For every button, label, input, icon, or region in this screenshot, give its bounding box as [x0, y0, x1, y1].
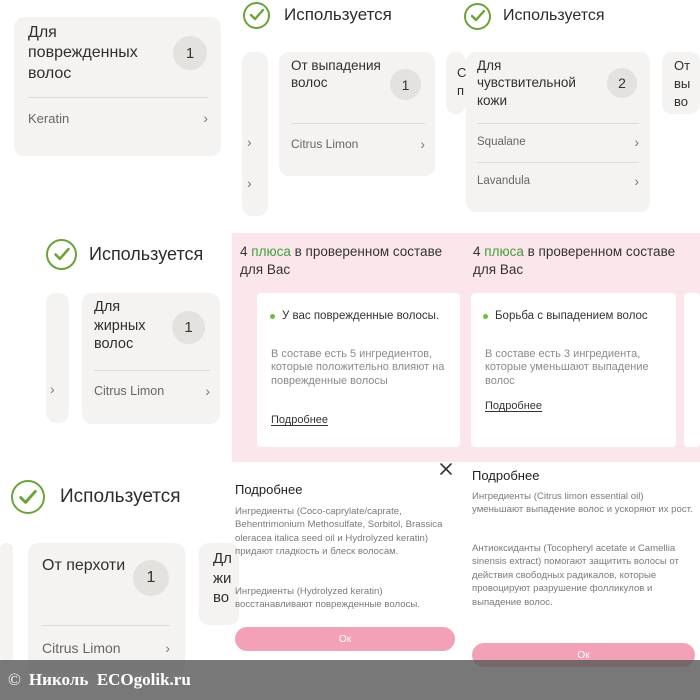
category-title: Для поврежденных волос [28, 24, 138, 82]
plus-heading [240, 243, 460, 279]
divider [477, 162, 639, 163]
used-label: Используется [503, 7, 605, 24]
category-title: От перхоти [42, 557, 126, 574]
chevron-right-icon: › [165, 640, 170, 656]
used-label: Используется [89, 243, 204, 264]
checkmark-icon [46, 239, 77, 270]
ingredient-label: Lavandula [477, 175, 531, 187]
benefit-title: Борьба с выпадением волос [495, 309, 655, 324]
benefit-card-damaged-hair [257, 293, 460, 447]
plus-word: плюса [251, 244, 291, 259]
chevron-right-icon: › [50, 381, 55, 397]
modal-title: Подробнее [472, 468, 540, 483]
checkmark-icon [11, 480, 45, 514]
divider [94, 370, 210, 371]
category-card-dandruff[interactable] [28, 543, 185, 673]
plus-rest: в проверенном составе для Вас [473, 244, 676, 278]
ingredient-label: Citrus Limon [94, 384, 165, 398]
used-header [464, 2, 605, 30]
benefit-title: У вас поврежденные волосы. [282, 309, 442, 324]
ok-button[interactable]: Ок [472, 643, 695, 667]
chevron-right-icon: › [420, 136, 425, 152]
truncated-title: С п [457, 65, 466, 99]
used-header [243, 1, 392, 29]
more-link[interactable]: Подробнее [485, 400, 543, 412]
count-badge: 1 [172, 311, 205, 344]
used-header [46, 238, 203, 270]
partial-card-right [199, 543, 239, 625]
ingredient-row[interactable] [477, 134, 639, 150]
truncated-title: От вы во [674, 58, 691, 110]
watermark-text: Николь ECOgolik.ru [28, 670, 191, 689]
count-badge: 1 [133, 560, 169, 596]
chevron-right-icon: › [247, 175, 252, 191]
ingredient-row[interactable] [42, 640, 170, 656]
category-card-hair-loss[interactable] [279, 52, 435, 176]
checkmark-icon [464, 3, 491, 30]
count-badge: 2 [607, 68, 637, 98]
plus-heading [473, 243, 693, 279]
partial-card-left [0, 543, 13, 663]
truncated-title: Дл жи во [213, 550, 232, 606]
partial-card-left [242, 52, 268, 216]
copyright-icon: © [8, 670, 21, 689]
modal-paragraph: Ингредиенты (Citrus limon essential oil) уменьшают выпадение волос и ускоряют их рост. [472, 491, 693, 516]
plus-count: 4 [473, 244, 481, 259]
ingredient-label: Keratin [28, 110, 70, 126]
used-label: Используется [284, 5, 392, 24]
benefit-description: В составе есть 3 ингредиента, которые уменьшают выпадение волос [485, 348, 649, 387]
checkmark-icon [243, 2, 270, 29]
watermark-footer [0, 660, 700, 700]
divider [477, 123, 639, 124]
modal-paragraph: Антиоксиданты (Tocopheryl acetate и Camellia sinensis extract) помогают защитить волосы от действия свободных радикалов, которые провоцируют разрушение фолликулов и выпадение волос. [472, 543, 679, 608]
category-card-damaged-hair[interactable] [14, 17, 221, 156]
category-title: Для жирных волос [94, 299, 146, 353]
benefit-description: В составе есть 5 ингредиентов, которые положительно влияют на поврежденные волосы [271, 348, 445, 387]
modal-title: Подробнее [235, 482, 303, 497]
modal-paragraph: Ингредиенты (Hydrolyzed keratin) восстанавливают поврежденные волосы. [235, 586, 420, 611]
count-badge: 1 [390, 69, 421, 100]
used-label: Используется [60, 486, 181, 507]
ingredient-row[interactable] [28, 110, 208, 126]
more-link[interactable]: Подробнее [271, 414, 329, 426]
ingredient-label: Squalane [477, 136, 526, 148]
plus-word: плюса [484, 244, 524, 259]
modal-paragraph: Ингредиенты (Coco-caprylate/caprate, Behentrimonium Methosulfate, Sorbitol, Brassica oleracea italica seed oil и Hydrolyzed keratin) придают гладкость и блеск волосам. [235, 506, 443, 558]
used-header [11, 480, 181, 514]
category-title: От выпадения волос [291, 58, 381, 91]
ingredient-label: Citrus Limon [291, 137, 359, 151]
close-icon[interactable] [438, 461, 456, 479]
category-card-oily-hair[interactable] [82, 293, 220, 424]
category-card-sensitive-skin[interactable] [466, 52, 650, 212]
ingredient-label: Citrus Limon [42, 640, 121, 656]
divider [28, 97, 208, 98]
plus-panel-stub-left [232, 293, 252, 447]
ok-button[interactable]: Ок [235, 627, 455, 651]
benefit-card-partial [684, 293, 700, 447]
chevron-right-icon: › [247, 134, 252, 150]
partial-card-right [662, 52, 700, 114]
benefit-card-hair-loss [471, 293, 676, 447]
chevron-right-icon: › [634, 173, 639, 189]
count-badge: 1 [173, 36, 207, 70]
category-title: Для чувствительной кожи [477, 58, 576, 108]
chevron-right-icon: › [203, 110, 208, 126]
chevron-right-icon: › [205, 383, 210, 399]
plus-rest: в проверенном составе для Вас [240, 244, 443, 278]
partial-card-left [46, 293, 69, 423]
chevron-right-icon: › [634, 134, 639, 150]
divider [42, 625, 170, 626]
plus-count: 4 [240, 244, 248, 259]
ingredient-row[interactable] [477, 173, 639, 189]
partial-card-left [446, 52, 466, 114]
divider [291, 123, 425, 124]
ingredient-row[interactable] [94, 383, 210, 399]
ingredient-row[interactable] [291, 136, 425, 152]
